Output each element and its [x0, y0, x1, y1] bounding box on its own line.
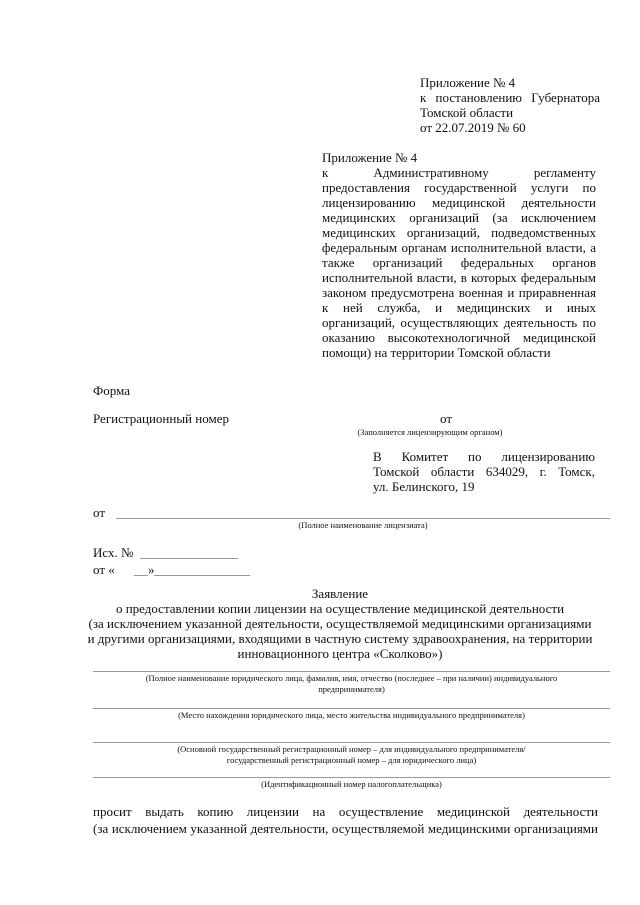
annex-main-text: к Административному регламенту предоставления государственной услуги по лицензированию медицинской деятельности медицинских организаций (за исключением медицинских организаций, подведомственных федеральным органам исполнительной власти, а также организаций федеральных органов исполнительной власти, в которых федеральным законом предусмотрена военная и приравненная к ней служба, и медицинских и иных организаций, осуществляющих деятельность по оказанию высокотехнологичной медицинской помощи) на территории Томской области — [322, 165, 596, 360]
field3-note — [93, 744, 610, 766]
title-line3: и другими организациями, входящими в частную систему здравоохранения, на территории — [87, 631, 593, 646]
location-field[interactable] — [93, 708, 610, 709]
registration-number-field[interactable] — [93, 742, 610, 743]
from-label: от — [93, 505, 106, 520]
addressee — [373, 449, 595, 494]
field1-note — [93, 673, 610, 695]
addressee-line3: ул. Белинского, 19 — [373, 479, 475, 494]
addressee-line1: В Комитет по лицензированию — [373, 449, 595, 464]
title-heading: Заявление — [311, 586, 369, 601]
registration-label: Регистрационный номер — [93, 411, 229, 426]
annex-top-line2: к постановлению Губернатора — [420, 90, 600, 105]
licensee-name-field[interactable] — [116, 518, 610, 519]
licensee-note: (Полное наименование лицензиата) — [298, 520, 428, 530]
field3-note-line2: государственный регистрационный номер – для юридического лица) — [226, 755, 477, 765]
annex-top-line1: Приложение № 4 — [420, 75, 516, 90]
field1-note-line2: предпринимателя) — [318, 684, 385, 694]
title-line4: инновационного центра «Сколково») — [237, 646, 443, 661]
annex-top — [420, 75, 600, 135]
annex-top-line3: Томской области — [420, 105, 514, 120]
body-text — [93, 803, 598, 837]
registration-note: (Заполняется лицензирующим органом) — [357, 427, 503, 437]
legal-entity-name-field[interactable] — [93, 671, 610, 672]
field2-note: (Место нахождения юридического лица, место жительства индивидуального предпринимателя) — [178, 710, 525, 720]
outgoing-date-close: » — [148, 562, 155, 577]
body-line2: (за исключением указанной деятельности, осуществляемой медицинскими организациями — [93, 821, 598, 836]
field3-note-line1: (Основной государственный регистрационный номер – для индивидуального предпринимателя/ — [177, 744, 526, 754]
field1-note-line1: (Полное наименование юридического лица, фамилия, имя, отчество (последнее – при наличии) индивидуального — [145, 673, 558, 683]
form-label: Форма — [93, 383, 130, 398]
annex-main — [322, 150, 596, 360]
body-line1: просит выдать копию лицензии на осуществление медицинской деятельности — [93, 804, 598, 819]
annex-main-heading: Приложение № 4 — [322, 150, 418, 165]
outgoing-number-field[interactable] — [140, 558, 238, 559]
field4-note: (Идентификационный номер налогоплательщика) — [261, 779, 442, 789]
title-line1: о предоставлении копии лицензии на осуществление медицинской деятельности — [115, 601, 565, 616]
tax-id-field[interactable] — [93, 777, 610, 778]
outgoing-date-label: от « — [93, 562, 115, 577]
addressee-line2: Томской области 634029, г. Томск, — [373, 464, 595, 479]
title-line2: (за исключением указанной деятельности, осуществляемой медицинскими организациями — [88, 616, 592, 631]
outgoing-month-year-field[interactable] — [154, 575, 250, 576]
registration-from: от — [440, 411, 453, 426]
outgoing-number-label: Исх. № — [93, 545, 134, 560]
application-title — [60, 586, 620, 661]
outgoing-day-field[interactable] — [134, 575, 148, 576]
annex-top-line4: от 22.07.2019 № 60 — [420, 120, 526, 135]
